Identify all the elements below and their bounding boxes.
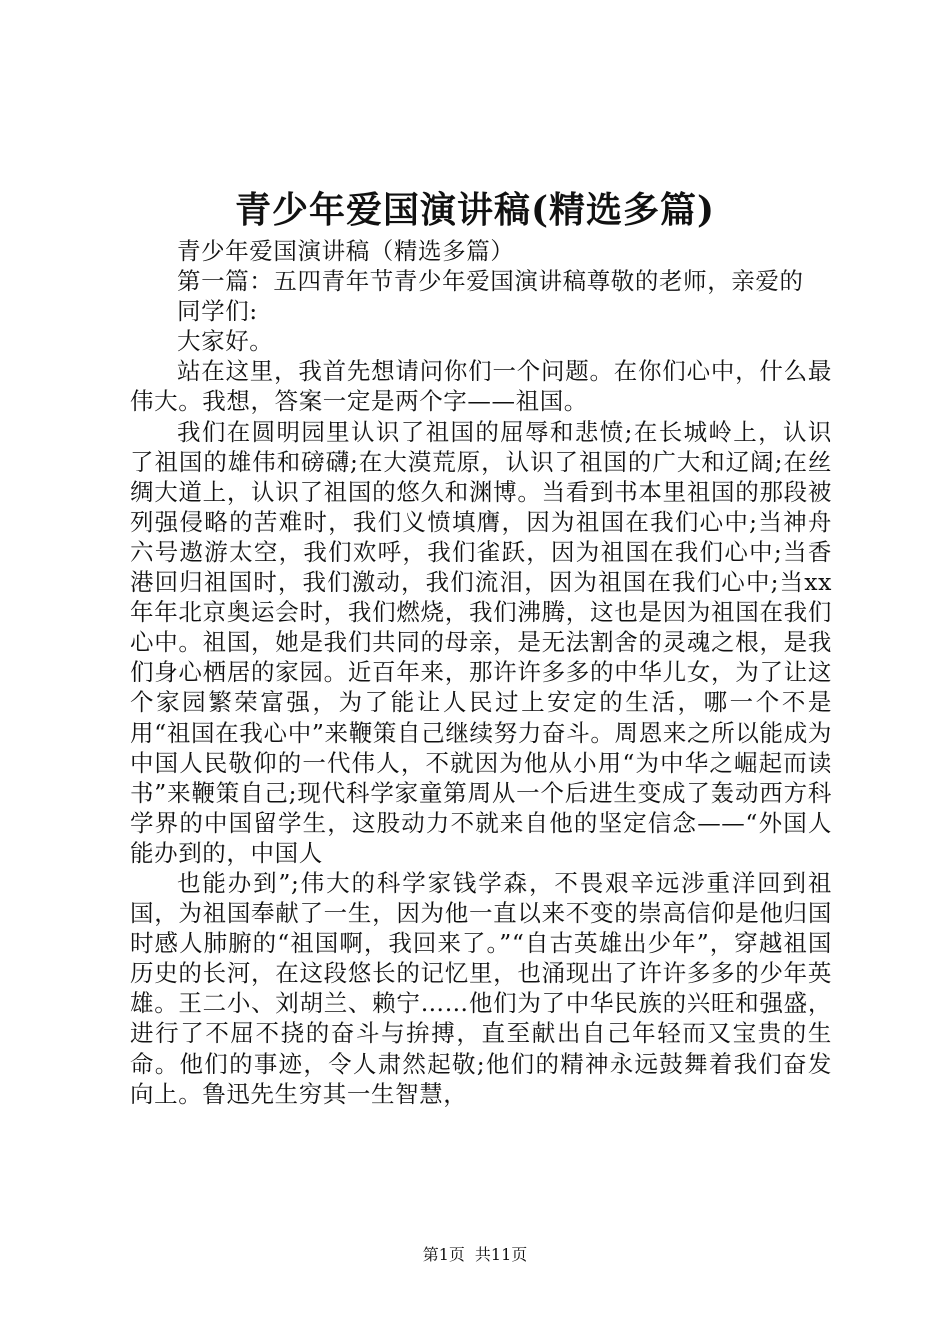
paragraph-greeting-students: 同学们: [177, 297, 258, 326]
document-body [130, 236, 832, 1109]
page-number: 第1页 [422, 1245, 465, 1264]
paragraph-heroes: 也能办到”;伟大的科学家钱学森，不畏艰辛远涉重洋回到祖国，为祖国奉献了一生，因为他一直以来不变的崇高信仰是他归国时感人肺腑的“祖国啊，我回来了。”“自古英雄出少年”，穿越祖国历史的长河，在这段悠长的记忆里，也涌现出了许许多多的少年英雄。王二小、刘胡兰、赖宁……他们为了中华民族的兴旺和强盛，进行了不屈不挠的奋斗与拚搏，直至献出自己年轻而又宝贵的生命。他们的事迹，令人肃然起敬;他们的精神永远鼓舞着我们奋发向上。鲁迅先生穷其一生智慧， [130, 868, 832, 1108]
paragraph-greeting-hello: 大家好。 [177, 327, 274, 356]
paragraph-first-article-heading: 第一篇：五四青年节青少年爱国演讲稿尊敬的老师，亲爱的 [177, 267, 804, 296]
page-footer [0, 1244, 950, 1266]
page-total: 共11页 [474, 1245, 528, 1264]
document-title: 青少年爱国演讲稿(精选多篇) [234, 189, 716, 231]
paragraph-subtitle: 青少年爱国演讲稿（精选多篇） [177, 237, 515, 265]
paragraph-motherland-in-heart: 我们在圆明园里认识了祖国的屈辱和悲愤;在长城岭上，认识了祖国的雄伟和磅礴;在大漠荒原，认识了祖国的广大和辽阔;在丝绸大道上，认识了祖国的悠久和渊博。当看到书本里祖国的那段被列强侵略的苦难时，我们义愤填膺，因为祖国在我们心中;当神舟六号遨游太空，我们欢呼，我们雀跃，因为祖国在我们心中;当香港回归祖国时，我们激动，我们流泪，因为祖国在我们心中;当xx年年北京奥运会时，我们燃烧，我们沸腾，这也是因为祖国在我们心中。祖国，她是我们共同的母亲，是无法割舍的灵魂之根，是我们身心栖居的家园。近百年来，那许许多多的中华儿女，为了让这个家园繁荣富强，为了能让人民过上安定的生活，哪一个不是用“祖国在我心中”来鞭策自己继续努力奋斗。周恩来之所以能成为中国人民敬仰的一代伟人，不就因为他从小用“为中华之崛起而读书”来鞭策自己;现代科学家童第周从一个后进生变成了轰动西方科学界的中国留学生，这股动力不就来自他的坚定信念——“外国人能办到的，中国人 [130, 417, 832, 867]
paragraph-question: 站在这里，我首先想请问你们一个问题。在你们心中，什么最伟大。我想，答案一定是两个字——祖国。 [130, 357, 832, 416]
